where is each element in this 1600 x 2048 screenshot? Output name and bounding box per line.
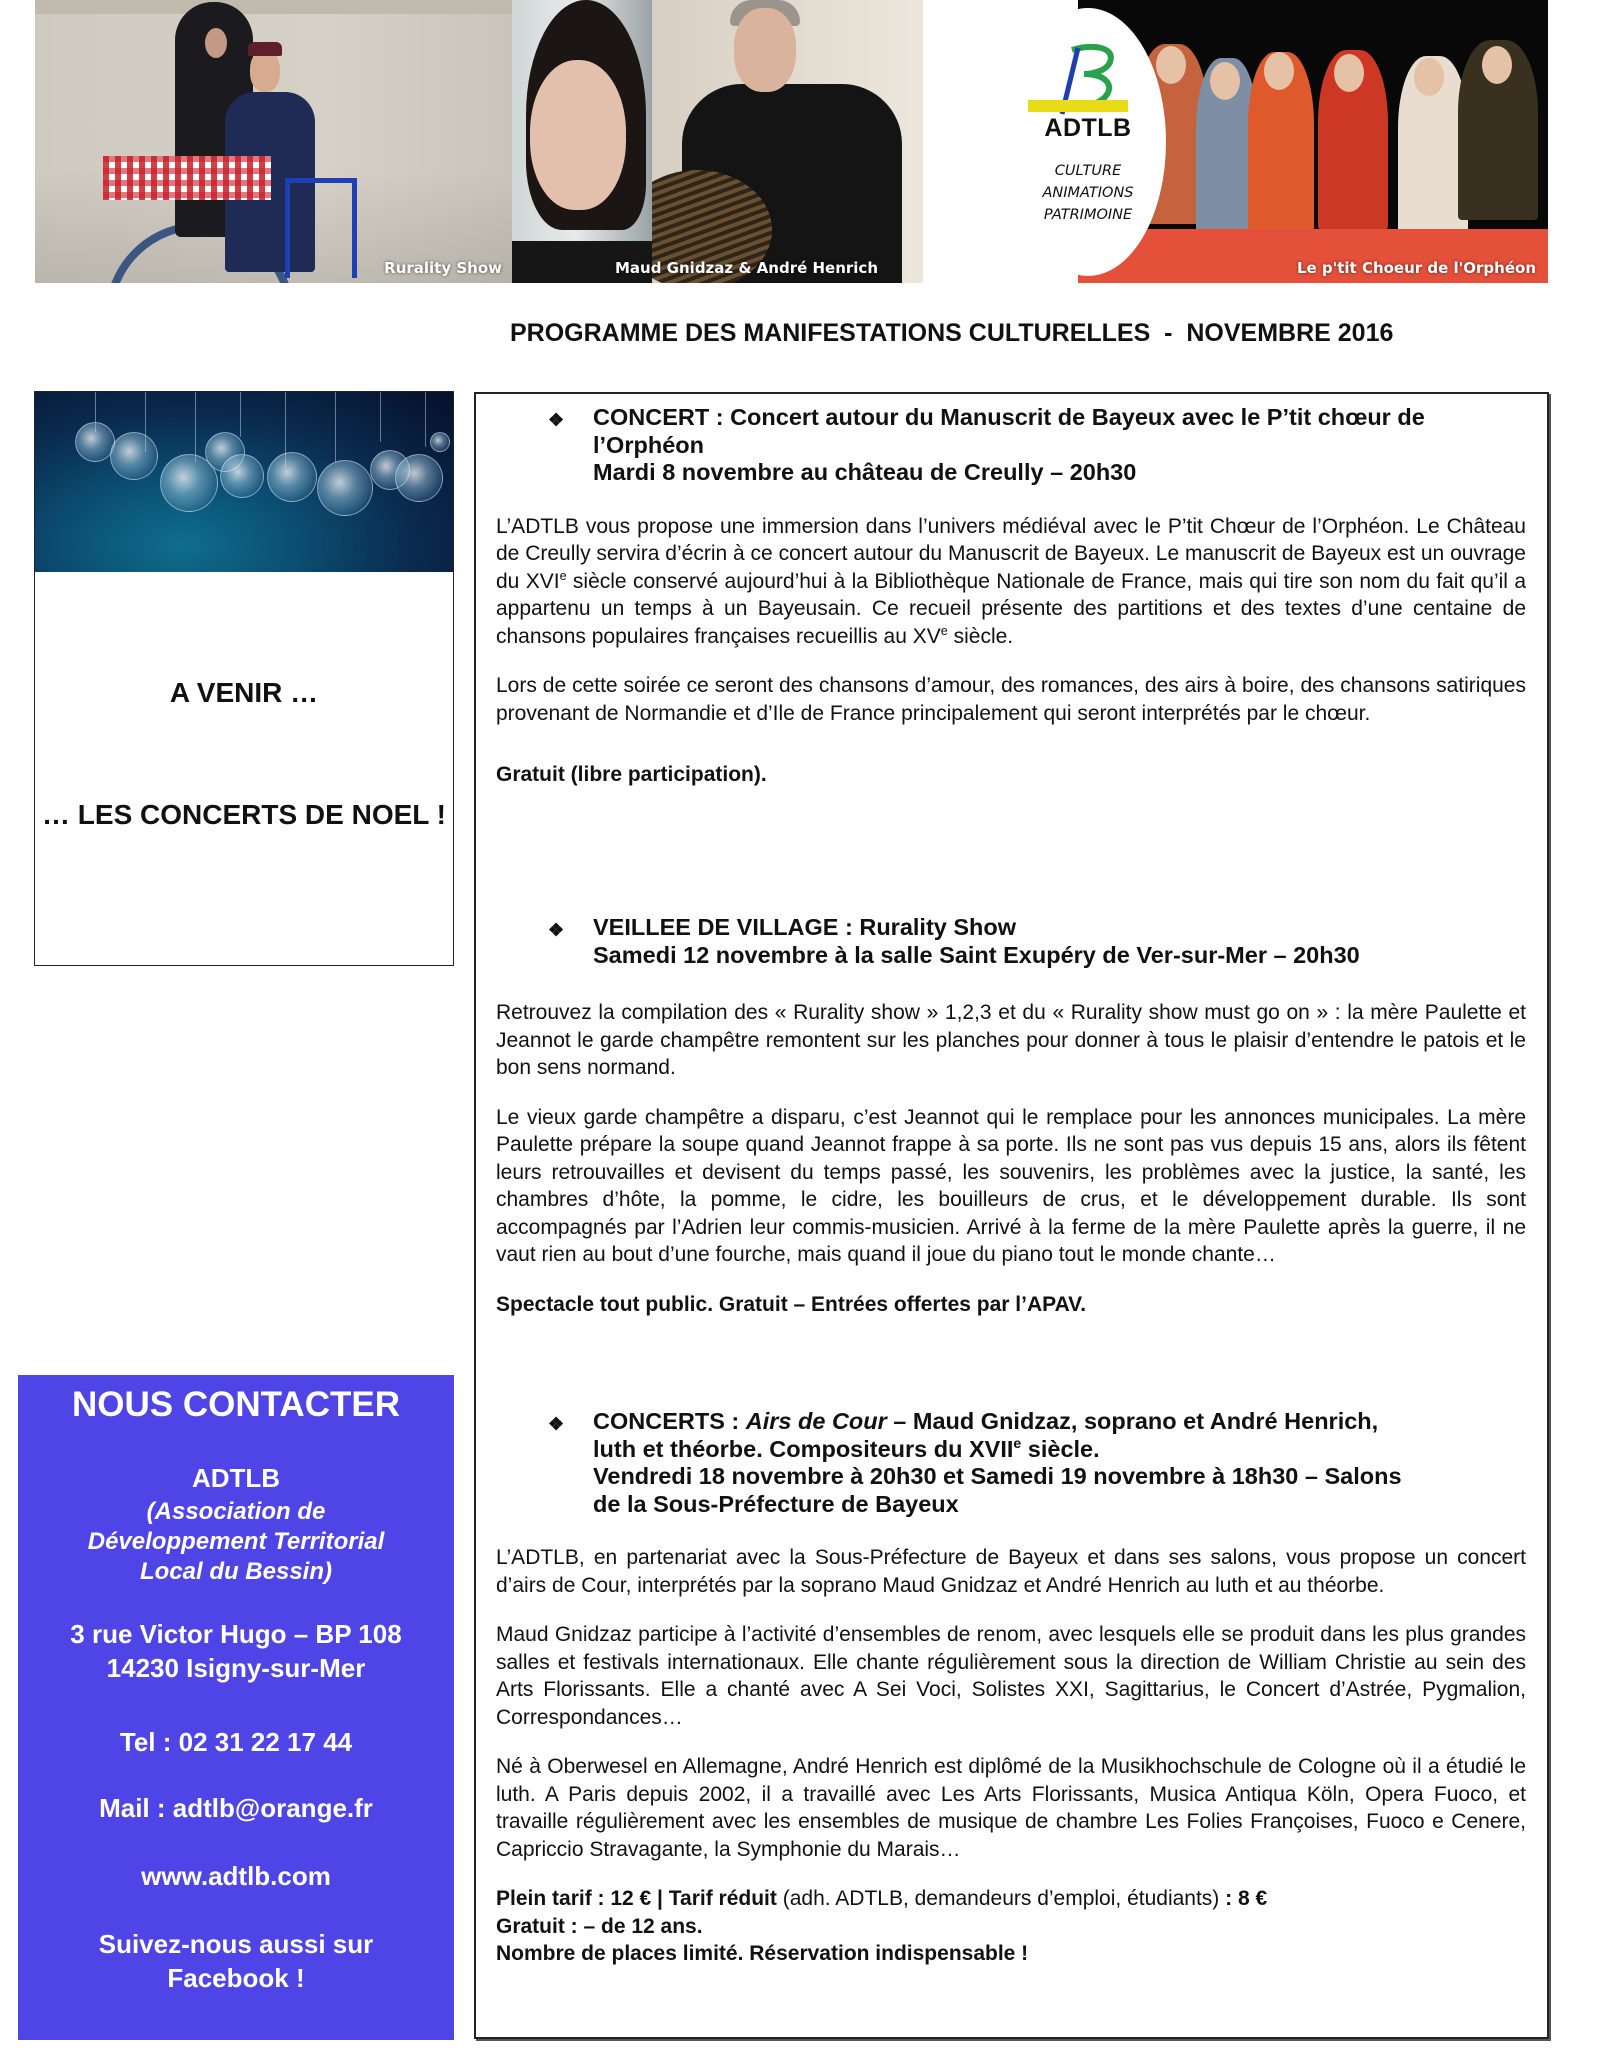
event-description: Lors de cette soirée ce seront des chansons d’amour, des romances, des airs à boire, des chansons satiriques provenant de Normandie et d’Ile de France principalement qui seront interprétés par le chœur.	[496, 674, 1526, 725]
diamond-bullet-icon: ❖	[548, 920, 565, 940]
contact-website-link[interactable]: www.adtlb.com	[141, 1861, 331, 1891]
event-description: Le vieux garde champêtre a disparu, c’est Jeannot qui le remplace pour les annonces municipales. La mère Paulette prépare la soupe quand Jeannot frappe à sa porte. Ils ne sont pas vus depuis 15 ans, alors ils fêtent leurs retrouvailles et devisent du temps passé, les souvenirs, les problèmes avec la justice, la santé, les chambres d’hôte, la pomme, le cidre, les bouilleurs de crus, et le développement durable. Ils sont accompagnés par l’Adrien leur commis-musicien. Arrivé à la ferme de la mère Paulette après la guerre, il ne vaut rien au bout d’une fourche, mais quand il joue du piano tout le monde chante…	[496, 1105, 1526, 1266]
diamond-bullet-icon: ❖	[548, 410, 565, 430]
event-description: Maud Gnidzaz participe à l’activité d’ensembles de renom, avec lesquels elle se produit dans les plus grandes salles et festivals internationaux. Elle chante régulièrement sous la direction de William Christie au sein des Arts Florissants. Elle a chanté avec A Sei Voci, Solistes XXI, Sagittarius, le Concert d’Astrée, Pygmalion, Correspondances…	[496, 1623, 1526, 1729]
contact-org-full-name: (Association de Développement Territorial Local du Bessin)	[87, 1498, 385, 1585]
event-description: L’ADTLB vous propose une immersion dans l’univers médiéval avec le P’tit Chœur de l’Orphéon. Le Château de Creully servira d’écrin à ce concert autour du Manuscrit de Bayeux. Le manuscrit de Bayeux est un ouvrage du XVIe siècle conservé aujourd’hui à la Bibliothèque Nationale de France, mais qui tire son nom du fait qu’il a appartenu un temps à un Bayeusain. Ce recueil présente des partitions et des textes d’une centaine de chansons populaires françaises recueillis au XVe siècle.	[496, 514, 1526, 648]
event-heading: ❖ CONCERTS : Airs de Cour – Maud Gnidzaz, soprano et André Henrich, luth et théorbe. Compositeurs du XVIIe siècle. Vendredi 18 novembre à 20h30 et Samedi 19 novembre à 18h30 – Salons de la Sous-Préfecture de Bayeux	[548, 1408, 1402, 1517]
christmas-ornaments-image	[35, 392, 453, 572]
rurality-show-photo	[35, 0, 512, 283]
events-box	[474, 392, 1549, 2039]
event-pricing: Plein tarif : 12 € | Tarif réduit (adh. ADTLB, demandeurs d’emploi, étudiants) : 8 € Gratuit : – de 12 ans. Nombre de places limité. Réservation indispensable !	[496, 1887, 1268, 1965]
logo-stripe	[1028, 100, 1128, 112]
event-price-note: Spectacle tout public. Gratuit – Entrées offertes par l’APAV.	[496, 1292, 1087, 1316]
upcoming-heading: A VENIR …	[169, 677, 319, 708]
contact-email[interactable]: Mail : adtlb@orange.fr	[99, 1793, 373, 1823]
header-banner	[35, 0, 1548, 283]
event-airs-de-cour	[496, 1408, 1526, 1968]
logo-tagline: CULTURE ANIMATIONS PATRIMOINE	[1042, 163, 1134, 223]
event-price-note: Gratuit (libre participation).	[496, 763, 767, 786]
upcoming-subheading: … LES CONCERTS DE NOEL !	[42, 799, 446, 830]
event-description: Retrouvez la compilation des « Rurality show » 1,2,3 et du « Rurality show must go on » : la mère Paulette et Jeannot le garde champêtre remontent sur les planches pour donner à tous le plaisir d’entendre le patois et le bon sens normand.	[496, 1001, 1526, 1079]
photo-caption: Le p'tit Choeur de l'Orphéon	[1296, 259, 1536, 277]
event-description: Né à Oberwesel en Allemagne, André Henrich est diplômé de la Musikhochschule de Cologne où il a étudié le luth. A Paris depuis 2002, il a travaillé avec Les Arts Florissants, Musica Antiqua Köln, Opera Fuoco, et travaille régulièrement avec les ensembles de musique de chambre Les Folies Françoises, Fuoco e Cenere, Capriccio Stravagante, la Symphonie du Marais…	[496, 1755, 1526, 1861]
page-title: PROGRAMME DES MANIFESTATIONS CULTURELLES - NOVEMBRE 2016	[510, 319, 1394, 347]
event-concert-manuscrit	[496, 404, 1526, 789]
contact-org: ADTLB	[191, 1463, 281, 1493]
event-heading: ❖ VEILLEE DE VILLAGE : Rurality Show Samedi 12 novembre à la salle Saint Exupéry de Ver-sur-Mer – 20h30	[548, 914, 1360, 968]
photo-caption: Maud Gnidzaz & André Henrich	[615, 259, 878, 277]
photo-caption: Rurality Show	[384, 259, 502, 277]
contact-box	[18, 1375, 454, 2040]
event-description: L’ADTLB, en partenariat avec la Sous-Préfecture de Bayeux et dans ses salons, vous propose un concert d’airs de Cour, interprétés par la soprano Maud Gnidzaz et André Henrich au luth et au théorbe.	[496, 1546, 1526, 1597]
logo-name: ADTLB	[1044, 114, 1132, 142]
event-rurality-show	[496, 914, 1526, 1318]
contact-title: NOUS CONTACTER	[72, 1385, 400, 1424]
contact-facebook: Suivez-nous aussi sur Facebook !	[98, 1929, 374, 1993]
adtlb-logo	[1010, 8, 1166, 276]
contact-address: 3 rue Victor Hugo – BP 108 14230 Isigny-sur-Mer	[70, 1619, 402, 1683]
upcoming-christmas-box	[34, 391, 454, 966]
diamond-bullet-icon: ❖	[548, 1414, 565, 1434]
event-heading: ❖ CONCERT : Concert autour du Manuscrit de Bayeux avec le P’tit chœur de l’Orphéon Mardi 8 novembre au château de Creully – 20h30	[548, 404, 1425, 485]
contact-phone[interactable]: Tel : 02 31 22 17 44	[119, 1727, 353, 1757]
